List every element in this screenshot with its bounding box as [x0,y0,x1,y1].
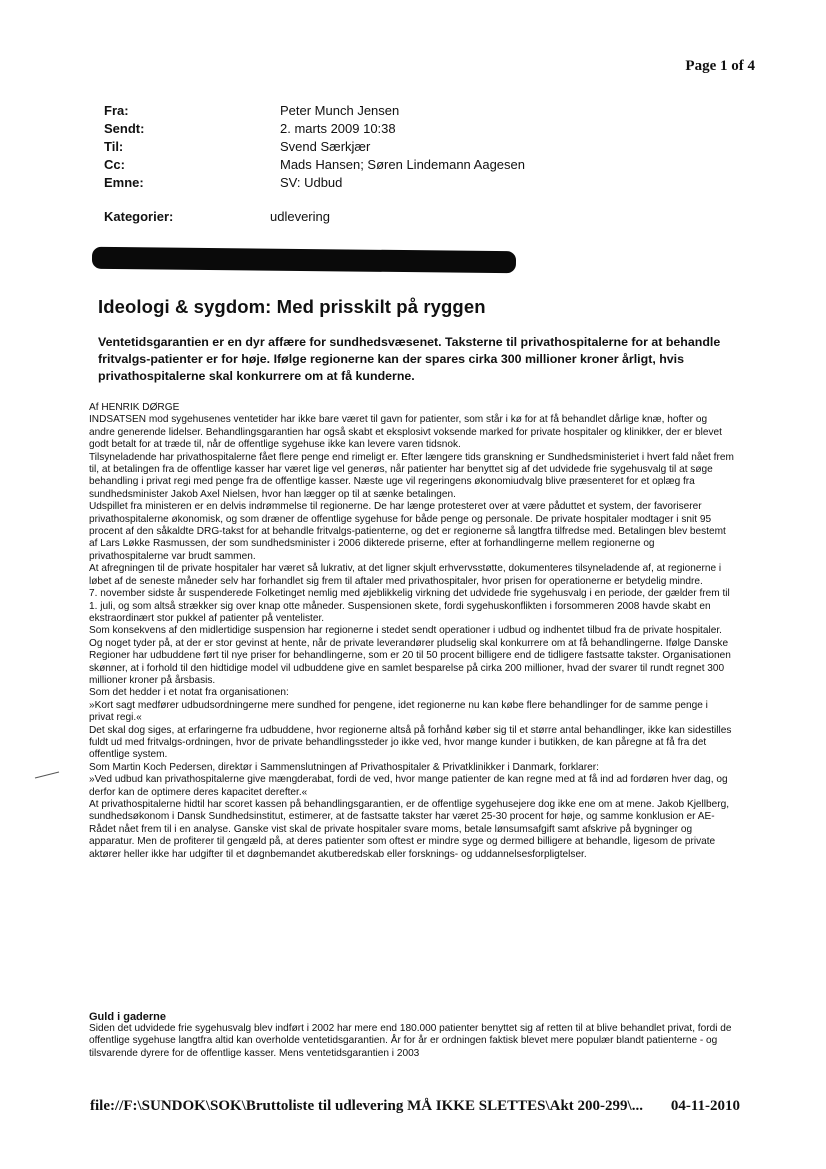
byline: Af HENRIK DØRGE [89,402,180,413]
quote-paragraph: »Kort sagt medfører udbudsordningerne mere sundhed for pengene, idet regionerne nu kan købe flere behandlinger for de samme penge i privat regi.« [89,699,708,724]
article-body [89,402,735,861]
category-label: Kategorier: [104,209,174,224]
closing-paragraph: Siden det udvidede frie sygehusvalg blev indført i 2002 har mere end 180.000 patienter benyttet sig af retten til at blive behandlet privat, fordi de offentlige sygehuse langtfra altid kan overholde ventetidsgarantien. År for år er ordningen faktisk blevet mere populær blandt patienterne - og tilsvarende dyrere for de offentlige kasser. Mens ventetidsgarantien i 2003 [89,1023,732,1059]
to-label: Til: [104,139,124,154]
body-paragraph: At privathospitalerne hidtil har scoret kassen på behandlingsgarantien, er de offentlige sygehusejere dog ikke ene om at mene. Jakob Kjellberg, sundhedsøkonom i Dansk Sundhedsinstitut, estimerer, at de fastsatte takster har været 25-30 procent for høje, og samme konklusion er AE-Rådet nået frem til i en analyse. Ganske vist skal de private hospitaler svare moms, betale lønsumsafgift samt afskrive på bygninger og apparatur. Men de profiterer til gengæld på, at deres patienter som oftest er mindre syge og dermed billigere at behandle, ligesom de private aktører heller ikke har udgifter til et døgnbemandet akutberedskab eller forsknings- og uddannelsesforpligtelser. [89,799,730,860]
body-paragraph: Det skal dog siges, at erfaringerne fra udbuddene, hvor regionerne altså på forhånd køber sig til et større antal behandlinger, ikke kan sidestilles fuldt ud med fritvalgs-ordningen, hvor de private behandlingssteder jo ikke ved, hvor mange kunder i butikken, de kan påregne at få fra det offentlige system. [89,724,732,761]
section-subheading: Guld i gaderne [89,1011,167,1023]
print-footer [90,1098,740,1115]
header-category-row [104,209,330,224]
pen-mark-icon [34,770,60,780]
footer-file-path: file://F:\SUNDOK\SOK\Bruttoliste til udlevering MÅ IKKE SLETTES\Akt 200-299\... [90,1098,643,1114]
header-to-row [104,138,525,156]
body-paragraph: Som Martin Koch Pedersen, direktør i Sammenslutningen af Privathospitaler & Privatklinikker i Danmark, forklarer: [89,761,599,773]
quote-paragraph: »Ved udbud kan privathospitalerne give mængderabat, fordi de ved, hvor mange patienter de kan regne med at få ind ad fordøren hver dag, og derfor kan de optimere deres kapacitet derefter.« [89,774,728,798]
subject-value: SV: Udbud [280,175,343,190]
body-paragraph: Udspillet fra ministeren er en delvis indrømmelse til regionerne. De har længe protesteret over at være påduttet et system, der favoriserer privathospitalerne økonomisk, og som dræner de offentlige sygehuse for både penge og personale. De private hospitaler modtager i snit 95 procent af den såkaldte DRG-takst for at behandle fritvalgs-patienterne, og det er regionerne så langtfra tilfredse med. Betalingen blev bestemt af Lars Løkke Rasmussen, der som sundhedsminister i 2006 dikterede priserne, efter at forhandlingerne mellem regionerne og privathospitalerne var brudt sammen. [89,501,726,562]
header-cc-row [104,156,525,174]
redaction-bar [92,247,516,273]
cc-value: Mads Hansen; Søren Lindemann Aagesen [280,157,525,172]
category-value: udlevering [270,209,330,224]
header-from-row [104,102,525,120]
email-header [104,102,525,192]
body-paragraph: At afregningen til de private hospitaler har været så lukrativ, at det ligner skjult erhvervsstøtte, dokumenteres tilsyneladende af, at regionerne i løbet af de seneste måneder selv har forhandlet sig frem til aftaler med privathospitaler, hvor prisen for operationerne er betydelig mindre. [89,563,722,587]
from-value: Peter Munch Jensen [280,103,400,118]
sent-value: 2. marts 2009 10:38 [280,121,396,136]
footer-date: 04-11-2010 [670,1098,740,1114]
cc-label: Cc: [104,157,125,172]
body-paragraph: Som konsekvens af den midlertidige suspension har regionerne i stedet sendt operationer i udbud og indhentet tilbud fra de private hospitaler. Og noget tyder på, at der er stor gevinst at hente, når de private leverandører pludselig skal konkurrere om at få behandlingerne. Ifølge Danske Regioner har udbuddene ført til nye priser for behandlingerne, som er 20 til 50 procent billigere end de tidligere fastsatte takster. Organisationen skønner, at i forhold til den hidtidige model vil udbuddene give en samlet besparelse på cirka 200 millioner, hvad der svarer til rundt regnet 300 millioner kroner på årsbasis. [89,625,731,686]
to-value: Svend Særkjær [280,139,371,154]
article-title: Ideologi & sygdom: Med prisskilt på ryggen [98,296,486,317]
from-label: Fra: [104,103,129,118]
page-number: Page 1 of 4 [685,58,755,74]
body-paragraph: 7. november sidste år suspenderede Folketinget nemlig med øjeblikkelig virkning det udvidede frie sygehusvalg i en periode, der gælder frem til 1. juli, og som altså strækker sig over knap otte måneder. Suspensionen skete, fordi sygehuskonflikten i forsommeren 2008 havde skabt en ekstraordinært stor pukkel af patienter på ventelister. [89,588,730,624]
subject-label: Emne: [104,175,144,190]
header-sent-row [104,120,525,138]
article-lead: Ventetidsgarantien er en dyr affære for sundhedsvæsenet. Taksterne til privathospitalerne for at behandle fritvalgs-patienter er for høje. Ifølge regionerne kan der spares cirka 300 millioner kroner årligt, hvis privathospitalerne skal konkurrere om at få kunderne. [98,335,721,383]
body-paragraph: Som det hedder i et notat fra organisationen: [89,687,289,699]
body-paragraph: Tilsyneladende har privathospitalerne fået flere penge end rimeligt er. Efter længere tids granskning er Sundhedsministeriet i hvert fald nået frem til, at betalingen fra de offentlige kasser har været lige vel generøs, når patienter har benyttet sig af det udvidede frie sygehusvalg til at søge behandling i privat regi med penge fra de offentlige kasser. Næste uge vil regeringens økonomiudvalg blive præsenteret for et oplæg fra sundhedsminister Jakob Axel Nielsen, hvor han lægger op til at sænke betalingen. [89,451,734,500]
header-subject-row [104,174,525,192]
body-paragraph: INDSATSEN mod sygehusenes ventetider har ikke bare været til gavn for patienter, som står i kø for at få behandlet dårlige knæ, hofter og andre generende lidelser. Behandlingsgarantien har også skabt et eksplosivt voksende marked for private hospitaler og klinikker, der er blevet godt betalt for at træde til, når de offentlige sygehuse ikke kan levere varen tidsnok. [89,414,722,451]
sent-label: Sendt: [104,121,145,136]
